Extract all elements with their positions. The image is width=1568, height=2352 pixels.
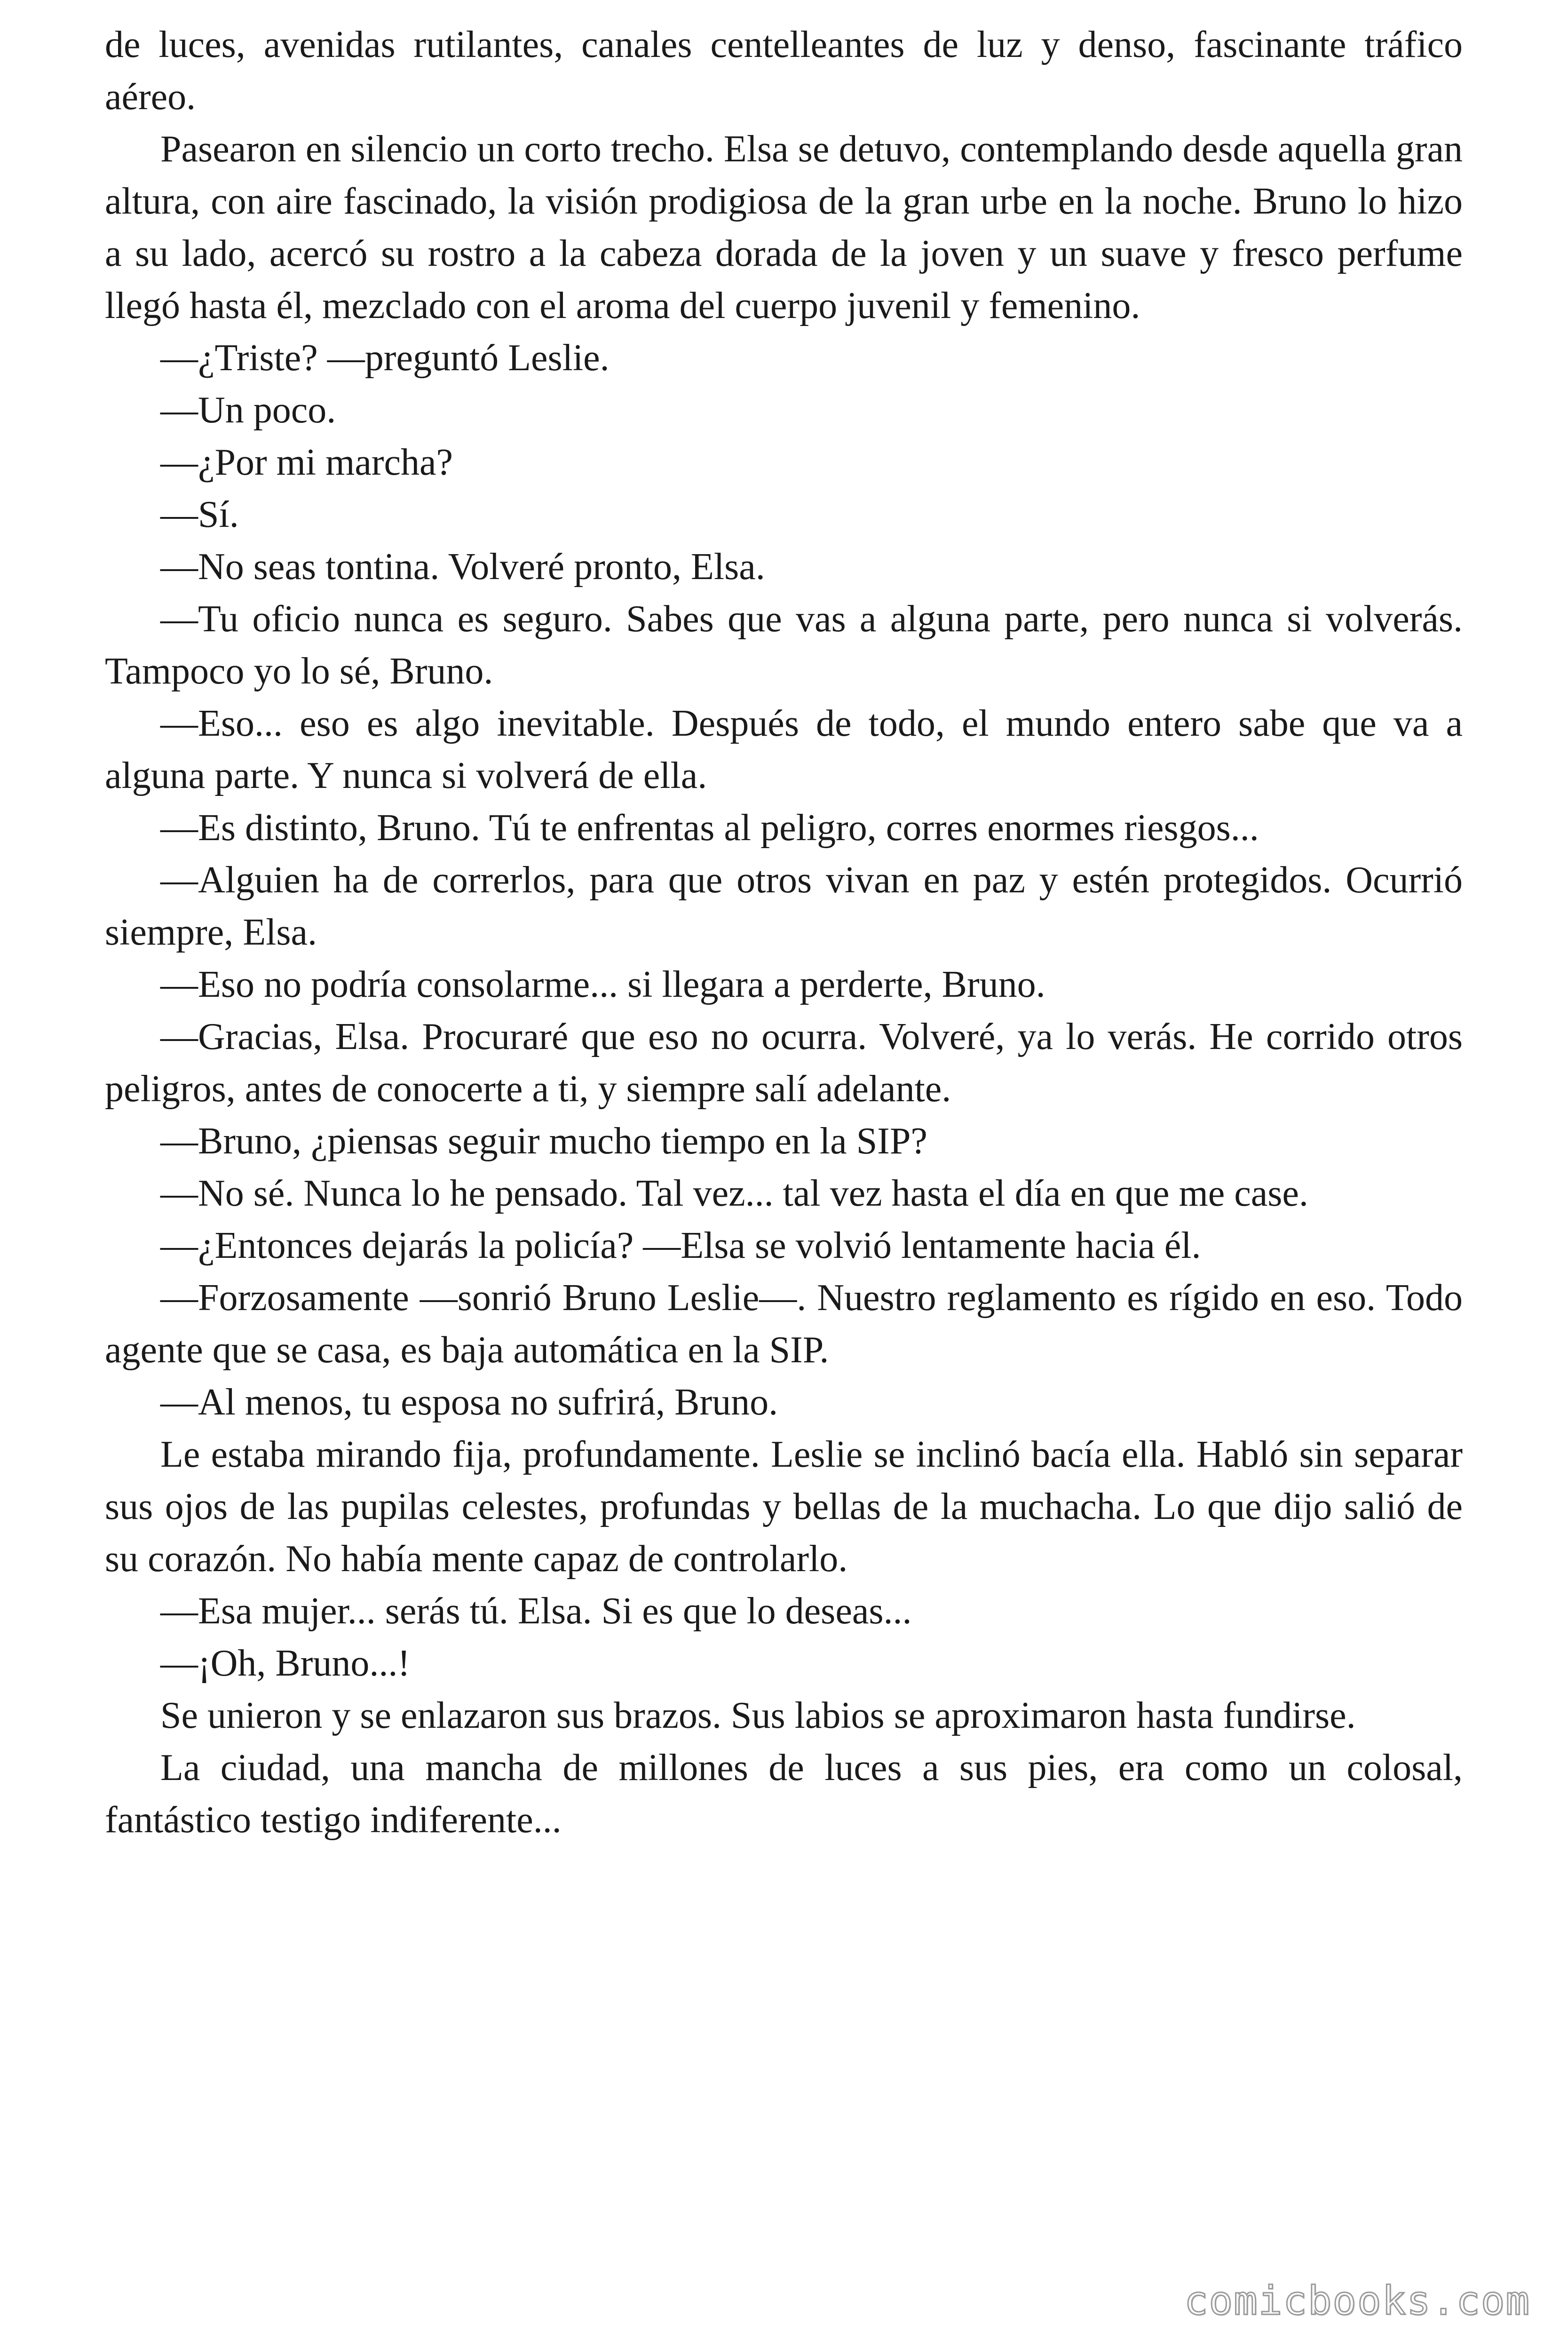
dialogue-line: —Eso... eso es algo inevitable. Después de todo, el mundo entero sabe que va a alguna parte. Y nunca si volverá de ella. xyxy=(105,703,1463,796)
dialogue-line: —Un poco. xyxy=(160,389,336,431)
dialogue-line: —No seas tontina. Volveré pronto, Elsa. xyxy=(160,546,765,588)
watermark: comicbooks.com xyxy=(1184,2278,1530,2324)
dialogue-line: —Tu oficio nunca es seguro. Sabes que vas a alguna parte, pero nunca si volverás. Tampoco yo lo sé, Bruno. xyxy=(105,598,1463,692)
dialogue-line: —¿Triste? —preguntó Leslie. xyxy=(160,337,610,379)
paragraph: Le estaba mirando fija, profundamente. Leslie se inclinó bacía ella. Habló sin separar sus ojos de las pupilas celestes, profundas y bellas de la muchacha. Lo que dijo salió de su corazón. No había mente capaz de controlarlo. xyxy=(105,1434,1463,1580)
page-body xyxy=(105,19,1463,1846)
paragraph: La ciudad, una mancha de millones de luces a sus pies, era como un colosal, fantástico testigo indiferente... xyxy=(105,1747,1463,1841)
paragraph: Se unieron y se enlazaron sus brazos. Sus labios se aproximaron hasta fundirse. xyxy=(160,1695,1356,1736)
dialogue-line: —Bruno, ¿piensas seguir mucho tiempo en la SIP? xyxy=(160,1120,927,1162)
dialogue-line: —Eso no podría consolarme... si llegara a perderte, Bruno. xyxy=(160,964,1045,1005)
dialogue-line: —Es distinto, Bruno. Tú te enfrentas al peligro, corres enormes riesgos... xyxy=(160,807,1259,849)
paragraph: Pasearon en silencio un corto trecho. Elsa se detuvo, contemplando desde aquella gran altura, con aire fascinado, la visión prodigiosa de la gran urbe en la noche. Bruno lo hizo a su lado, acercó su rostro a la cabeza dorada de la joven y un suave y fresco perfume llegó hasta él, mezclado con el aroma del cuerpo juvenil y femenino. xyxy=(105,128,1463,326)
dialogue-line: —¿Entonces dejarás la policía? —Elsa se volvió lentamente hacia él. xyxy=(160,1225,1201,1266)
dialogue-line: —Sí. xyxy=(160,494,239,535)
dialogue-line: —Gracias, Elsa. Procuraré que eso no ocurra. Volveré, ya lo verás. He corrido otros peligros, antes de conocerte a ti, y siempre salí adelante. xyxy=(105,1016,1463,1110)
paragraph-continued: de luces, avenidas rutilantes, canales centelleantes de luz y denso, fascinante tráfico aéreo. xyxy=(105,24,1463,118)
dialogue-line: —No sé. Nunca lo he pensado. Tal vez... tal vez hasta el día en que me case. xyxy=(160,1173,1308,1214)
dialogue-line: —Al menos, tu esposa no sufrirá, Bruno. xyxy=(160,1382,778,1423)
dialogue-line: —¡Oh, Bruno...! xyxy=(160,1643,411,1684)
dialogue-line: —Alguien ha de correrlos, para que otros vivan en paz y estén protegidos. Ocurrió siempre, Elsa. xyxy=(105,859,1463,953)
dialogue-line: —Esa mujer... serás tú. Elsa. Si es que lo deseas... xyxy=(160,1590,912,1632)
dialogue-line: —Forzosamente —sonrió Bruno Leslie—. Nuestro reglamento es rígido en eso. Todo agente que se casa, es baja automática en la SIP. xyxy=(105,1277,1463,1371)
dialogue-line: —¿Por mi marcha? xyxy=(160,442,453,483)
